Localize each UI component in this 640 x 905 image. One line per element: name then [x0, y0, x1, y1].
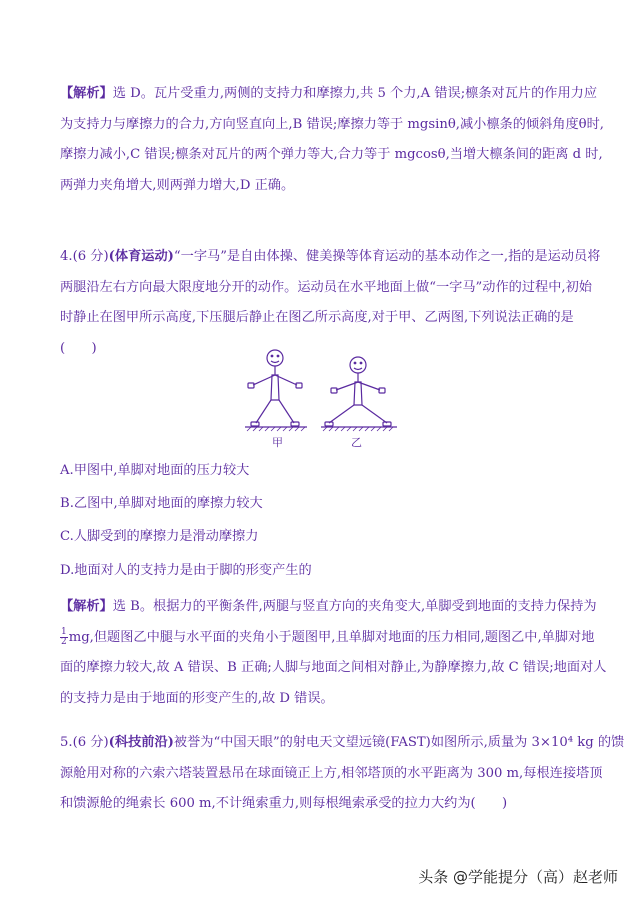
question-5-tag: (科技前沿) — [108, 735, 174, 750]
option-a[interactable]: A.甲图中,单脚对地面的压力较大 — [60, 463, 250, 478]
question-5-line-2: 源舱用对称的六索六塔装置悬吊在球面镜正上方,相邻塔顶的水平距离为 300 m,每根连接塔顶 — [60, 765, 603, 781]
gymnast-b — [325, 357, 391, 426]
fraction-one-half: $\frac{1}{2}$ — [61, 626, 67, 647]
solution-q4-line-4: 的支持力是由于地面的形变产生的,故 D 错误。 — [60, 690, 334, 706]
solution-q3-line-2: 为支持力与摩擦力的合力,方向竖直向上,B 错误;摩擦力等于 mgsinθ,减小檩条的倾斜角度θ时, — [60, 116, 604, 132]
question-4-line-4: ( ) — [60, 340, 97, 356]
gymnast-a — [248, 350, 302, 426]
ground-hatch — [247, 427, 393, 431]
option-b[interactable]: B.乙图中,单脚对地面的摩擦力较大 — [60, 496, 263, 511]
solution-q3-line-4: 两弹力夹角增大,则两弹力增大,D 正确。 — [60, 177, 295, 193]
question-5 — [60, 728, 625, 820]
solution-q4 — [60, 592, 607, 714]
question-5-line-1: 5.(6 分)(科技前沿)被誉为“中国天眼”的射电天文望远镜(FAST)如图所示,质量为 3×10⁴ kg 的馈 — [60, 735, 625, 750]
solution-tag: 【解析】 — [60, 86, 113, 101]
solution-q3-line-3: 摩擦力减小,C 错误;檩条对瓦片的两个弹力等大,合力等于 mgcosθ,当增大檩条间的距离 d 时, — [60, 147, 603, 162]
question-5-line-3: 和馈源舱的绳索长 600 m,不计绳索重力,则每根绳索承受的拉力大约为( ) — [60, 796, 508, 811]
watermark: 头条 @学能提分（高）赵老师 — [418, 868, 618, 886]
option-c[interactable]: C.人脚受到的摩擦力是滑动摩擦力 — [60, 529, 259, 544]
figure-label-b: 乙 — [351, 436, 362, 449]
question-4-tag: (体育运动) — [108, 249, 174, 264]
solution-q4-line-2: $\frac{1}{2}$ mg,但题图乙中腿与水平面的夹角小于题图甲,且单脚对地面的压力相同,题图乙中,单脚对地 — [61, 626, 595, 647]
question-4-line-3: 时静止在图甲所示高度,下压腿后静止在图乙所示高度,对于甲、乙两图,下列说法正确的是 — [60, 310, 574, 325]
solution-q4-line-3: 面的摩擦力较大,故 A 错误、B 正确;人脚与地面之间相对静止,为静摩擦力,故 C 错误;地面对人 — [60, 660, 607, 675]
question-4-line-2: 两腿沿左右方向最大限度地分开的动作。运动员在水平地面上做“一字马”动作的过程中,初始 — [60, 279, 592, 295]
figure-label-a: 甲 — [272, 436, 283, 449]
solution-q3-line-1: 【解析】选 D。瓦片受重力,两侧的支持力和摩擦力,共 5 个力,A 错误;檩条对瓦片的作用力应 — [60, 86, 598, 101]
split-figure — [245, 345, 415, 457]
option-d[interactable]: D.地面对人的支持力是由于脚的形变产生的 — [60, 563, 312, 578]
solution-q4-line-1: 【解析】选 B。根据力的平衡条件,两腿与竖直方向的夹角变大,单脚受到地面的支持力保持为 — [60, 599, 597, 614]
solution-tag: 【解析】 — [60, 599, 113, 614]
question-4-line-1: 4.(6 分)(体育运动)“一字马”是自由体操、健美操等体育运动的基本动作之一,指的是运动员将 — [60, 249, 601, 264]
split-figure-drawing — [245, 345, 415, 457]
solution-q3 — [60, 79, 604, 201]
